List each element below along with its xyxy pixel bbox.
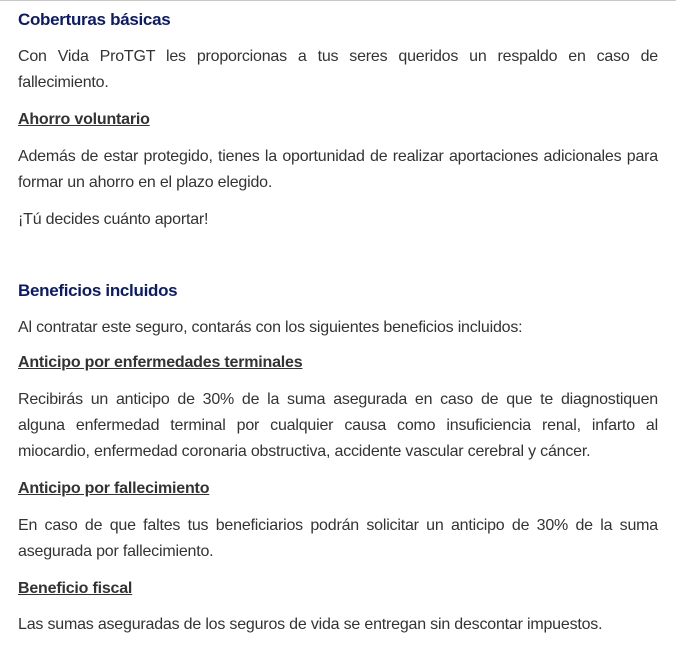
coverage-content — [18, 6, 658, 638]
top-divider — [0, 0, 676, 1]
subhead-ahorro-voluntario: Ahorro voluntario — [18, 111, 150, 128]
subhead-anticipo-enfermedades: Anticipo por enfermedades terminales — [18, 354, 303, 371]
beneficios-intro: Al contratar este seguro, contarás con los siguientes beneficios incluidos: — [18, 319, 523, 336]
beneficio-fiscal-paragraph: Las sumas aseguradas de los seguros de vida se entregan sin descontar impuestos. — [18, 616, 603, 633]
coberturas-intro: Con Vida ProTGT les proporcionas a tus seres queridos un respaldo en caso de fallecimiento. — [18, 48, 658, 91]
section-heading-coberturas: Coberturas básicas — [18, 10, 171, 29]
ahorro-paragraph: Además de estar protegido, tienes la oportunidad de realizar aportaciones adicionales para formar un ahorro en el plazo elegido. — [18, 148, 658, 191]
subhead-anticipo-fallecimiento: Anticipo por fallecimiento — [18, 480, 210, 497]
anticipo-fallecimiento-paragraph: En caso de que faltes tus beneficiarios podrán solicitar un anticipo de 30% de la suma asegurada por fallecimiento. — [18, 517, 658, 560]
subhead-beneficio-fiscal: Beneficio fiscal — [18, 580, 133, 597]
section-heading-beneficios: Beneficios incluidos — [18, 281, 178, 300]
ahorro-callout: ¡Tú decides cuánto aportar! — [18, 211, 209, 228]
anticipo-enfermedades-paragraph: Recibirás un anticipo de 30% de la suma asegurada en caso de que te diagnostiquen alguna enfermedad terminal por cualquier causa como insuficiencia renal, infarto al miocardio, enfermedad coronaria obstructiva, accidente vascular cerebral y cáncer. — [18, 391, 658, 460]
